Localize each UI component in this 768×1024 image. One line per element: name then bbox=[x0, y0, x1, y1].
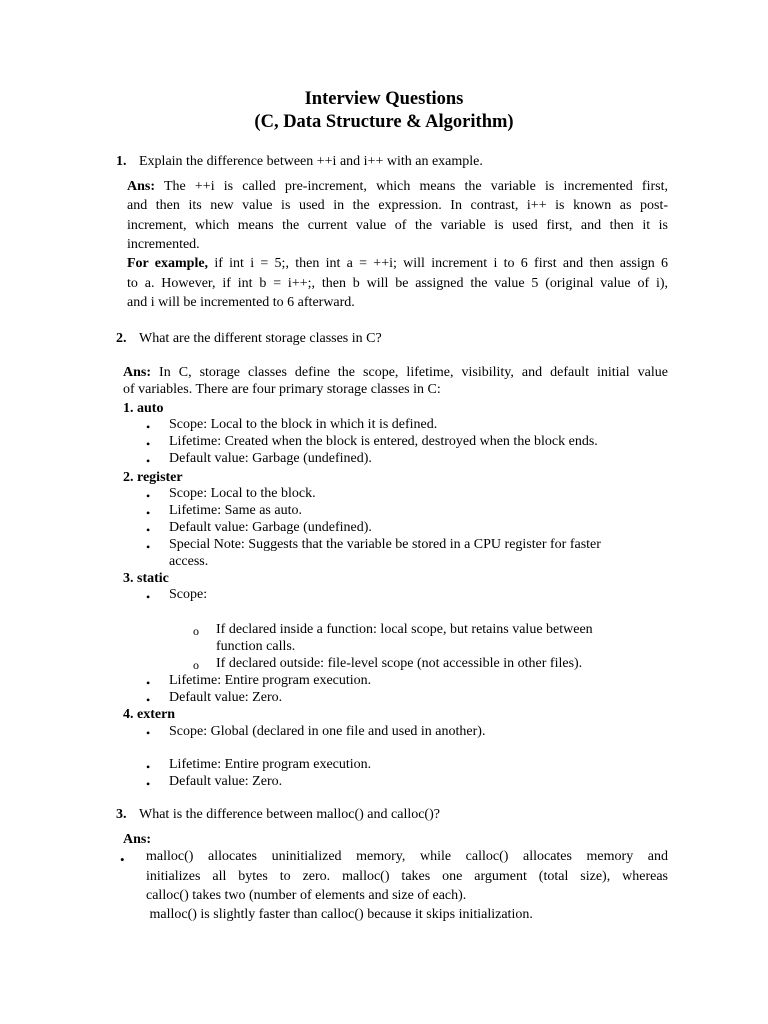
q1-answer-line1 bbox=[127, 179, 668, 195]
bullet-icon: • bbox=[146, 676, 151, 690]
static-scope: Scope: bbox=[169, 587, 208, 602]
q1-example-text: if int i = 5;, then int a = ++i; will increment i to 6 first and then assign 6 bbox=[214, 256, 669, 271]
q1-answer-line2: and then its new value is used in the expression. In contrast, i++ is known as post- bbox=[127, 198, 668, 213]
bullet-icon: • bbox=[146, 489, 151, 503]
q1-example-line3: and i will be incremented to 6 afterward. bbox=[127, 295, 355, 310]
q3-ans-label: Ans: bbox=[123, 832, 152, 847]
static-lifetime: Lifetime: Entire program execution. bbox=[169, 673, 372, 688]
bullet-icon: • bbox=[146, 760, 151, 774]
bullet-icon: • bbox=[146, 523, 151, 537]
register-heading: 2. register bbox=[123, 470, 183, 485]
q2-answer-line1 bbox=[123, 365, 668, 381]
bullet-icon: • bbox=[146, 693, 151, 707]
register-item: Scope: Local to the block. bbox=[169, 486, 316, 501]
register-item-continued: access. bbox=[169, 554, 209, 569]
bullet-icon: • bbox=[146, 420, 151, 434]
q1-answer-line4: incremented. bbox=[127, 237, 200, 252]
bullet-icon: • bbox=[120, 852, 125, 867]
q1-answer-line3: increment, which means the current value of the variable is used first, and then it is bbox=[127, 218, 668, 233]
auto-item: Scope: Local to the block in which it is defined. bbox=[169, 417, 438, 432]
q3-question: What is the difference between malloc() and calloc()? bbox=[139, 807, 440, 822]
q2-question: What are the different storage classes in C? bbox=[139, 331, 382, 346]
bullet-icon: • bbox=[146, 777, 151, 791]
static-sub2: If declared outside: file-level scope (not accessible in other files). bbox=[216, 656, 583, 671]
static-heading: 3. static bbox=[123, 571, 169, 586]
q3-number: 3. bbox=[116, 807, 127, 822]
q2-number: 2. bbox=[116, 331, 127, 346]
extern-lifetime: Lifetime: Entire program execution. bbox=[169, 757, 372, 772]
register-item: Special Note: Suggests that the variable be stored in a CPU register for faster bbox=[169, 537, 601, 552]
q1-example-line1 bbox=[127, 256, 668, 272]
q1-number: 1. bbox=[116, 154, 127, 169]
static-default: Default value: Zero. bbox=[169, 690, 283, 705]
q1-question: Explain the difference between ++i and i++ with an example. bbox=[139, 154, 483, 169]
q3-line3: calloc() takes two (number of elements and size of each). bbox=[146, 888, 467, 903]
q3-line2: initializes all bytes to zero. malloc() takes one argument (total size), whereas bbox=[146, 869, 668, 884]
q1-example-label: For example, bbox=[127, 256, 209, 271]
q3-line4: malloc() is slightly faster than calloc() because it skips initialization. bbox=[146, 907, 533, 922]
bullet-icon: • bbox=[146, 454, 151, 468]
auto-item: Lifetime: Created when the block is entered, destroyed when the block ends. bbox=[169, 434, 598, 449]
bullet-icon: • bbox=[146, 726, 151, 740]
static-sub1: If declared inside a function: local scope, but retains value between bbox=[216, 622, 593, 637]
q2-ans-label: Ans: bbox=[123, 365, 152, 380]
q1-ans-text: The ++i is called pre-increment, which means the variable is incremented first, bbox=[163, 179, 668, 194]
page-title: Interview Questions bbox=[304, 89, 464, 109]
bullet-icon: • bbox=[146, 437, 151, 451]
bullet-icon: • bbox=[146, 590, 151, 604]
q3-line1: malloc() allocates uninitialized memory, while calloc() allocates memory and bbox=[146, 849, 668, 864]
q1-ans-label: Ans: bbox=[127, 179, 156, 194]
extern-heading: 4. extern bbox=[123, 707, 176, 722]
register-item: Default value: Garbage (undefined). bbox=[169, 520, 372, 535]
q2-ans-text: In C, storage classes define the scope, lifetime, visibility, and default initial value bbox=[159, 365, 669, 380]
extern-scope: Scope: Global (declared in one file and used in another). bbox=[169, 724, 486, 739]
extern-default: Default value: Zero. bbox=[169, 774, 283, 789]
static-sub1-continued: function calls. bbox=[216, 639, 296, 654]
bullet-icon: • bbox=[146, 540, 151, 554]
circle-bullet-icon: o bbox=[193, 624, 199, 638]
page-subtitle: (C, Data Structure & Algorithm) bbox=[254, 112, 514, 132]
auto-heading: 1. auto bbox=[123, 401, 164, 416]
bullet-icon: • bbox=[146, 506, 151, 520]
register-item: Lifetime: Same as auto. bbox=[169, 503, 302, 518]
q1-example-line2: to a. However, if int b = i++;, then b will be assigned the value 5 (original value of i), bbox=[127, 276, 668, 291]
q2-answer-line2: of variables. There are four primary storage classes in C: bbox=[123, 382, 441, 397]
auto-item: Default value: Garbage (undefined). bbox=[169, 451, 372, 466]
circle-bullet-icon: o bbox=[193, 658, 199, 672]
